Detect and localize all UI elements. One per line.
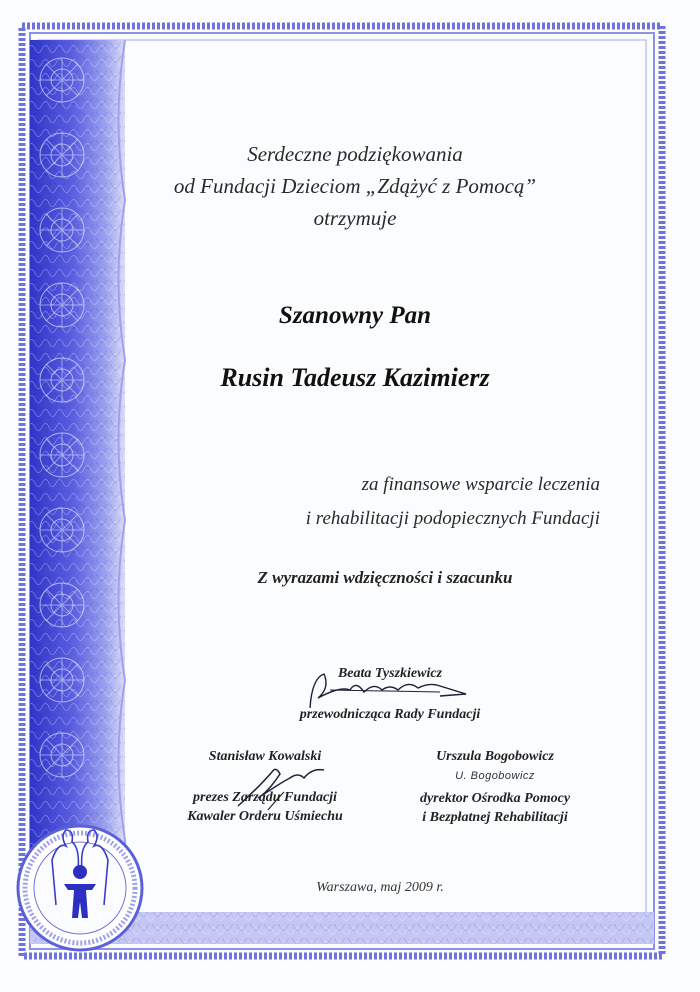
reason-line: i rehabilitacji podopiecznych Fundacji <box>305 508 600 529</box>
heading-line: otrzymuje <box>313 206 397 230</box>
signature-block-right <box>390 747 600 827</box>
handwritten-name: U. Bogobowicz <box>455 770 535 782</box>
salutation: Szanowny Pan <box>278 302 432 329</box>
recipient-name: Rusin Tadeusz Kazimierz <box>220 363 490 392</box>
role-line: dyrektor Ośrodka Pomocy <box>419 791 571 806</box>
signatory-role <box>390 789 600 827</box>
place-date: Warszawa, maj 2009 r. <box>316 880 444 895</box>
heading-line: Serdeczne podziękowania <box>247 142 463 166</box>
role-line: Kawaler Orderu Uśmiechu <box>187 809 343 824</box>
role-line: prezes Zarządu Fundacji <box>193 790 337 805</box>
signatory-name: Urszula Bogobowicz <box>436 749 554 764</box>
handwritten-signature-main <box>290 668 480 712</box>
heading-line: od Fundacji Dzieciom „Zdążyć z Pomocą” <box>173 174 537 198</box>
role-line: i Bezpłatnej Rehabilitacji <box>422 810 568 825</box>
regards-line: Z wyrazami wdzięczności i szacunku <box>257 568 513 587</box>
reason-line: za finansowe wsparcie leczenia <box>361 474 600 495</box>
signatory-name: Stanisław Kowalski <box>208 749 322 764</box>
role-line: przewodnicząca Rady Fundacji <box>299 707 481 722</box>
reason-text <box>200 468 600 536</box>
signatory-name: Beata Tyszkiewicz <box>337 666 443 681</box>
certificate-heading <box>120 138 590 234</box>
handwritten-signature-left <box>228 758 338 814</box>
